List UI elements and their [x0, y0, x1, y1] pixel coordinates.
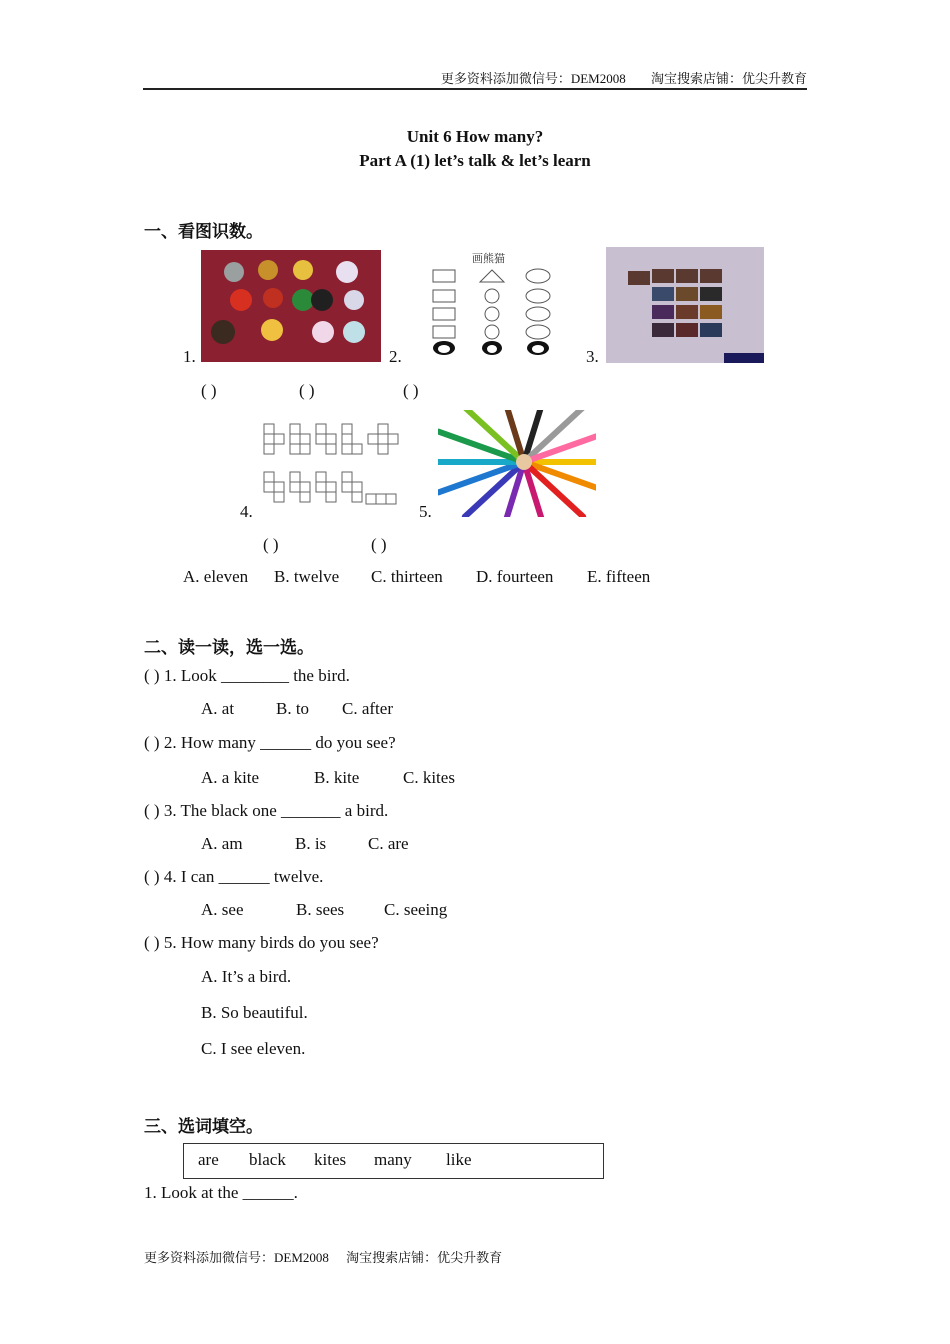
q5-option-b: B. So beautiful. — [201, 1003, 308, 1022]
option-thirteen: C. thirteen — [371, 567, 443, 586]
option-fourteen: D. fourteen — [476, 567, 554, 586]
word-bank — [183, 1143, 604, 1179]
word-many: many — [374, 1150, 412, 1169]
word-kites: kites — [314, 1150, 347, 1169]
answer-blank-2[interactable]: ( ) — [299, 381, 315, 400]
answer-blank-5[interactable]: ( ) — [371, 535, 387, 554]
q2-option-c: C. kites — [403, 768, 455, 787]
question-3: ( ) 3. The black one _______ a bird. — [144, 801, 389, 820]
question-4: ( ) 4. I can ______ twelve. — [144, 867, 324, 886]
question-2: ( ) 2. How many ______ do you see? — [144, 733, 396, 752]
unit-title: Unit 6 How many? — [406, 127, 544, 146]
q1-option-b: B. to — [276, 699, 310, 718]
answer-blank-3[interactable]: ( ) — [403, 381, 419, 400]
fill-question-1: 1. Look at the ______. — [144, 1183, 298, 1202]
picture-number-1: 1. — [183, 347, 196, 366]
q5-option-a: A. It’s a bird. — [201, 967, 292, 986]
footer-wechat: 更多资料添加微信号：DEM2008 — [144, 1250, 329, 1265]
q5-option-c: C. I see eleven. — [201, 1039, 306, 1058]
figurines-picture — [201, 250, 381, 362]
q3-option-c: C. are — [368, 834, 409, 853]
page-footer — [144, 1247, 502, 1266]
question-5: ( ) 5. How many birds do you see? — [144, 933, 379, 952]
pencil-tips — [516, 454, 532, 470]
q1-option-a: A. at — [201, 699, 235, 718]
option-fifteen: E. fifteen — [587, 567, 651, 586]
answer-blank-4[interactable]: ( ) — [263, 535, 279, 554]
panda-caption: 画熊猫 — [472, 253, 505, 265]
q1-option-c: C. after — [342, 699, 393, 718]
picture-number-5: 5. — [419, 502, 432, 521]
q4-option-a: A. see — [201, 900, 244, 919]
q3-option-b: B. is — [295, 834, 327, 853]
part-title: Part A (1) let’s talk & let’s learn — [359, 151, 591, 170]
word-like: like — [446, 1150, 472, 1169]
header-shop: 淘宝搜索店铺：优尖升教育 — [650, 71, 807, 86]
q3-option-a: A. am — [201, 834, 243, 853]
option-eleven: A. eleven — [183, 567, 249, 586]
q2-option-b: B. kite — [314, 768, 360, 787]
cards-picture — [606, 247, 764, 363]
section3-heading: 三、选词填空。 — [144, 1117, 263, 1136]
q2-option-a: A. a kite — [201, 768, 260, 787]
section1-heading: 一、看图识数。 — [144, 222, 263, 241]
pencils-picture — [438, 410, 596, 517]
word-black: black — [249, 1150, 286, 1169]
word-are: are — [198, 1150, 219, 1169]
answer-blank-1[interactable]: ( ) — [201, 381, 217, 400]
section2-heading: 二、读一读，选一选。 — [144, 638, 314, 657]
footer-shop: 淘宝搜索店铺：优尖升教育 — [346, 1250, 503, 1265]
page-header — [143, 70, 807, 90]
picture-number-4: 4. — [240, 502, 253, 521]
header-wechat: 更多资料添加微信号：DEM2008 — [440, 71, 626, 86]
shapes-picture — [260, 422, 408, 510]
panda-drawing-picture — [426, 250, 558, 360]
q4-option-c: C. seeing — [384, 900, 448, 919]
question-1: ( ) 1. Look ________ the bird. — [144, 666, 350, 685]
q4-option-b: B. sees — [296, 900, 345, 919]
option-twelve: B. twelve — [274, 567, 340, 586]
picture-number-3: 3. — [586, 347, 599, 366]
picture-number-2: 2. — [389, 347, 402, 366]
